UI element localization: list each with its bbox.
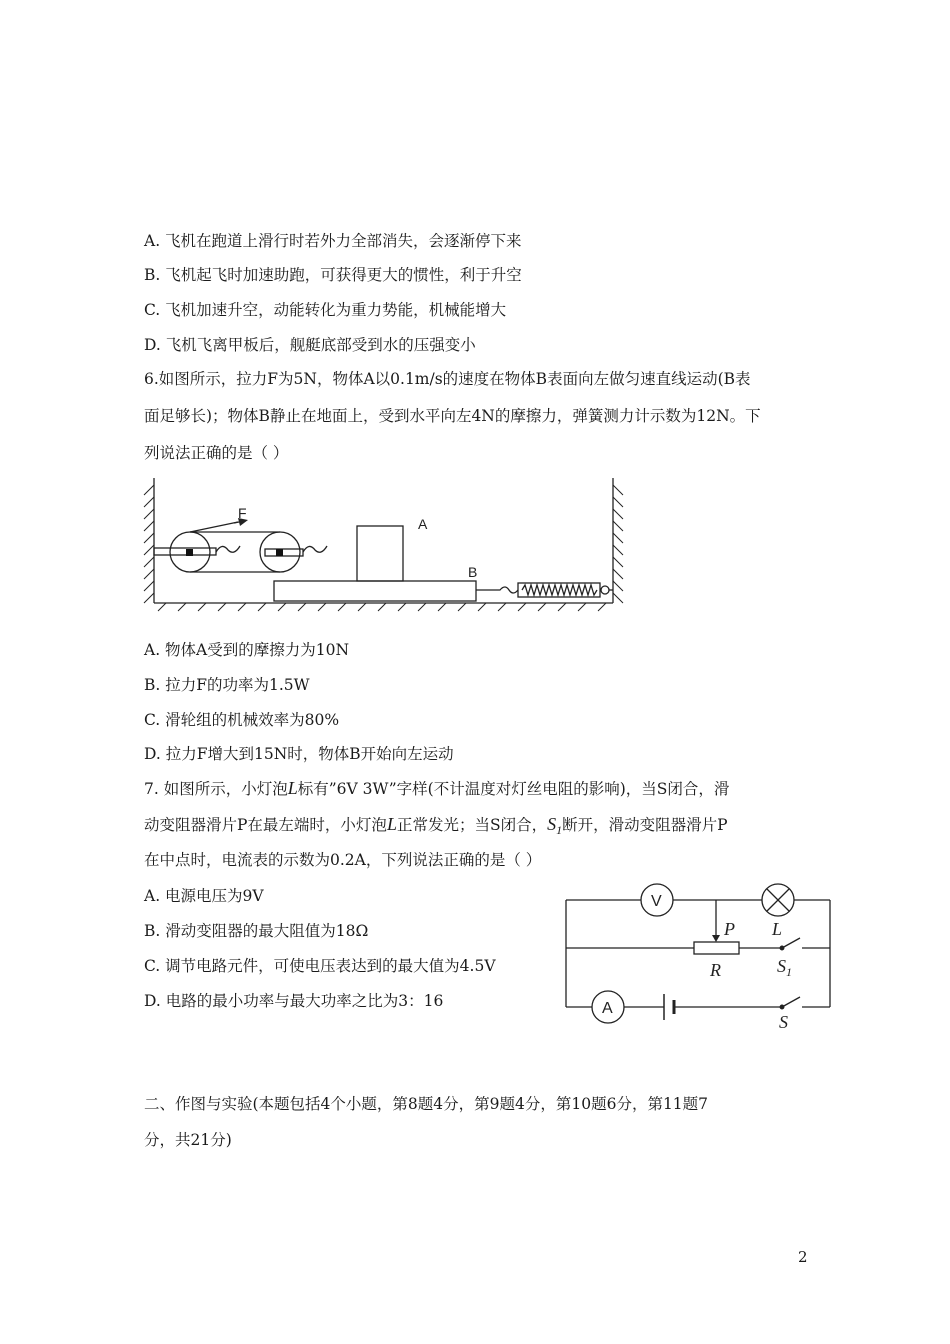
ground-hatching (158, 603, 606, 611)
q6-stem-line1: 6.如图所示，拉力F为5N，物体A以0.1m/s的速度在物体B表面向左做匀速直线运动(B表 (144, 370, 751, 388)
ammeter-label: A (602, 1000, 613, 1017)
q7-text: 动变阻器滑片P在最左端时，小灯泡 (144, 816, 387, 834)
q7-stem-line3: 在中点时，电流表的示数为0.2A，下列说法正确的是（ ） (144, 851, 542, 869)
label-a: A (418, 516, 428, 532)
pulley-axle-bar (154, 548, 216, 555)
board-b (274, 581, 476, 601)
q7-option-b: B. 滑动变阻器的最大阻值为18Ω (144, 922, 369, 940)
q7-text: 断开，滑动变阻器滑片P (562, 816, 728, 834)
q5-option-c: C. 飞机加速升空，动能转化为重力势能，机械能增大 (144, 301, 507, 319)
q7-text: 标有”6V 3W”字样(不计温度对灯丝电阻的影响)，当S闭合，滑 (297, 780, 730, 798)
section2-heading-line2: 分，共21分) (144, 1131, 232, 1149)
q6-option-b: B. 拉力F的功率为1.5W (144, 676, 310, 694)
q6-option-d: D. 拉力F增大到15N时，物体B开始向左运动 (144, 745, 454, 763)
label-b: B (468, 564, 478, 580)
q6-pulley-figure (140, 470, 630, 615)
q5-option-b: B. 飞机起飞时加速助跑，可获得更大的惯性，利于升空 (144, 266, 522, 284)
label-s1: $S_1$ (777, 956, 792, 979)
rheostat-r (694, 942, 739, 954)
symbol-s1: $S_1$ (547, 814, 563, 837)
q7-option-a: A. 电源电压为9V (144, 887, 264, 905)
section2-heading-line1: 二、作图与实验(本题包括4个小题，第8题4分，第9题4分，第10题6分，第11题7 (144, 1095, 709, 1113)
q7-stem-line2 (144, 814, 728, 840)
q7-stem-line1 (144, 778, 729, 799)
symbol-l: L (287, 778, 298, 798)
q6-stem-line3: 列说法正确的是（ ） (144, 444, 289, 462)
switch-s (782, 997, 800, 1007)
symbol-l: L (386, 814, 397, 834)
q6-option-a: A. 物体A受到的摩擦力为10N (144, 641, 350, 659)
label-p: P (724, 919, 735, 939)
voltmeter-label: V (651, 893, 662, 910)
q7-text: 7. 如图所示，小灯泡 (144, 780, 288, 798)
label-r: R (710, 960, 721, 980)
q7-option-d: D. 电路的最小功率与最大功率之比为3：16 (144, 992, 444, 1010)
left-wall-hatching (144, 485, 154, 603)
label-f: F (238, 505, 247, 521)
label-l: L (772, 919, 783, 939)
q5-option-a: A. 飞机在跑道上滑行时若外力全部消失，会逐渐停下来 (144, 232, 522, 250)
block-a (357, 526, 403, 581)
right-wall-hatching (613, 485, 623, 603)
q5-option-d: D. 飞机飞离甲板后，舰艇底部受到水的压强变小 (144, 336, 476, 354)
spring-coil (522, 585, 597, 595)
label-s: S (779, 1012, 788, 1032)
page-number: 2 (798, 1248, 808, 1266)
hook-left (216, 546, 240, 552)
switch-s1 (782, 938, 800, 948)
q6-option-c: C. 滑轮组的机械效率为80% (144, 711, 340, 729)
hook-right (303, 546, 327, 552)
q6-stem-line2: 面足够长)；物体B静止在地面上，受到水平向左4N的摩擦力，弹簧测力计示数为12N。下 (144, 407, 761, 425)
q7-option-c: C. 调节电路元件，可使电压表达到的最大值为4.5V (144, 957, 496, 975)
q7-text: 正常发光；当S闭合， (396, 816, 548, 834)
q7-circuit-diagram (555, 875, 845, 1035)
